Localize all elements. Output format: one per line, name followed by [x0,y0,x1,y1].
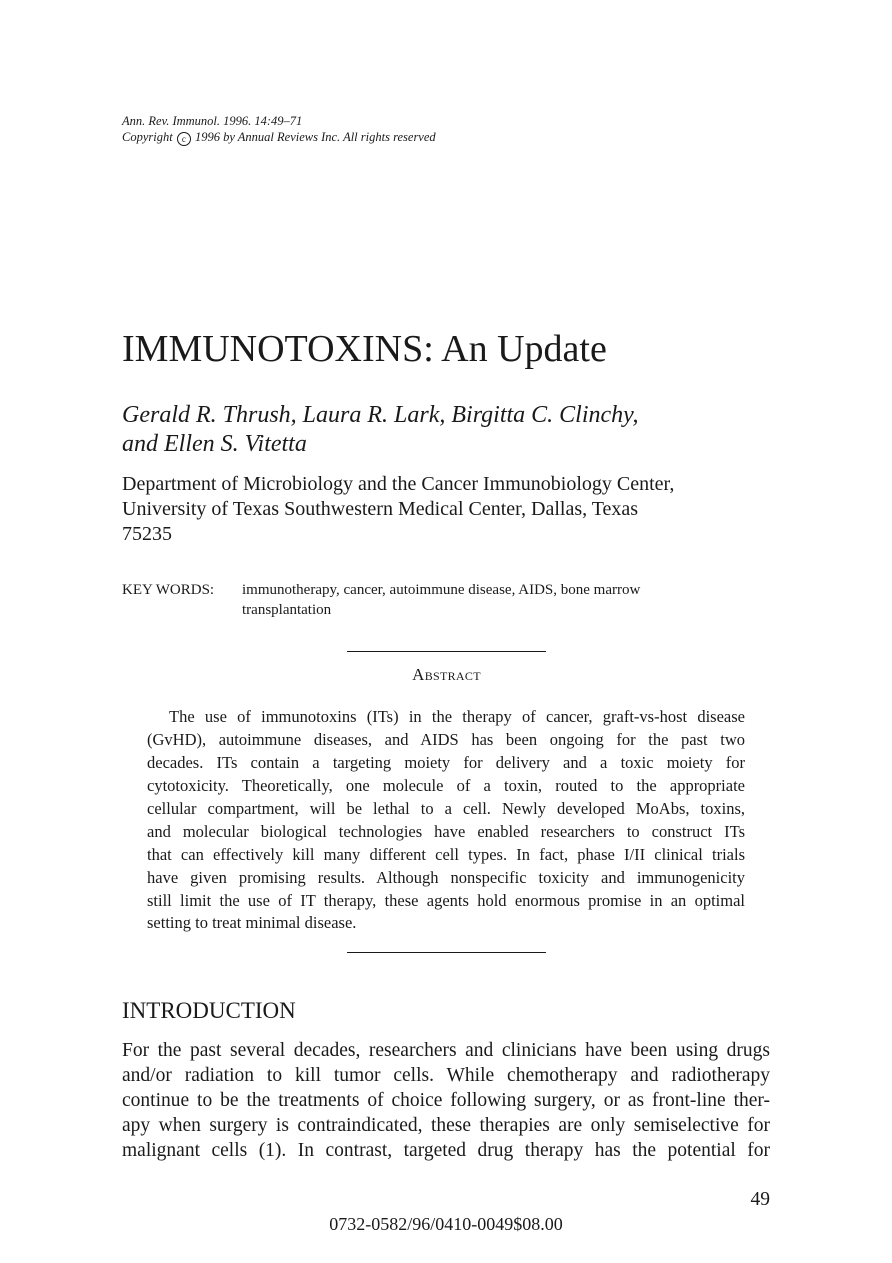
body-line: continue to be the treatments of choice following surgery, or as front-line ther- [122,1090,770,1111]
affiliation-line: Department of Microbiology and the Cancer Immunobiology Center, [122,473,675,495]
abstract-line: and molecular biological technologies have enabled researchers to construct ITs [147,822,745,841]
abstract-bottom-rule [347,952,546,953]
abstract-line: The use of immunotoxins (ITs) in the therapy of cancer, graft-vs-host disease [169,707,745,726]
authors-line: and Ellen S. Vitetta [122,431,307,457]
body-line: and/or radiation to kill tumor cells. While chemotherapy and radiotherapy [122,1065,770,1086]
copyright-symbol-icon: c [177,132,191,146]
abstract-line: setting to treat minimal disease. [147,913,357,932]
body-line: For the past several decades, researchers and clinicians have been using drugs [122,1040,770,1061]
abstract-line: cytotoxicity. Theoretically, one molecule of a toxin, routed to the appropriate [147,776,745,795]
article-title: IMMUNOTOXINS: An Update [122,328,607,370]
page-number: 49 [750,1189,770,1210]
abstract-top-rule [347,651,546,652]
abstract-line: have given promising results. Although nonspecific toxicity and immunogenicity [147,868,745,887]
abstract-line: decades. ITs contain a targeting moiety for delivery and a toxic moiety for [147,753,745,772]
keywords-line: immunotherapy, cancer, autoimmune disease, AIDS, bone marrow [242,582,641,598]
keywords-label: KEY WORDS: [122,582,215,598]
affiliation-line: 75235 [122,523,172,545]
abstract-line: still limit the use of IT therapy, these agents hold enormous promise in an optimal [147,891,745,910]
price-code: 0732-0582/96/0410-0049$08.00 [329,1214,563,1234]
affiliation-line: University of Texas Southwestern Medical Center, Dallas, Texas [122,498,639,520]
abstract-line: cellular compartment, will be lethal to a cell. Newly developed MoAbs, toxins, [147,799,745,818]
section-heading-introduction: INTRODUCTION [122,998,296,1023]
abstract-line: (GvHD), autoimmune diseases, and AIDS has been ongoing for the past two [147,730,745,749]
keywords-line: transplantation [242,602,332,618]
abstract-line: that can effectively kill many different cell types. In fact, phase I/II clinical trials [147,845,745,864]
copyright-suffix: 1996 by Annual Reviews Inc. All rights reserved [194,130,436,144]
copyright-line [122,129,436,146]
body-line: malignant cells (1). In contrast, targeted drug therapy has the potential for [122,1140,770,1161]
copyright-prefix: Copyright [122,130,173,144]
authors-line: Gerald R. Thrush, Laura R. Lark, Birgitta C. Clinchy, [122,402,639,428]
abstract-heading: Abstract [412,665,481,684]
journal-citation: Ann. Rev. Immunol. 1996. 14:49–71 [122,114,303,128]
body-line: apy when surgery is contraindicated, these therapies are only semiselective for [122,1115,770,1136]
